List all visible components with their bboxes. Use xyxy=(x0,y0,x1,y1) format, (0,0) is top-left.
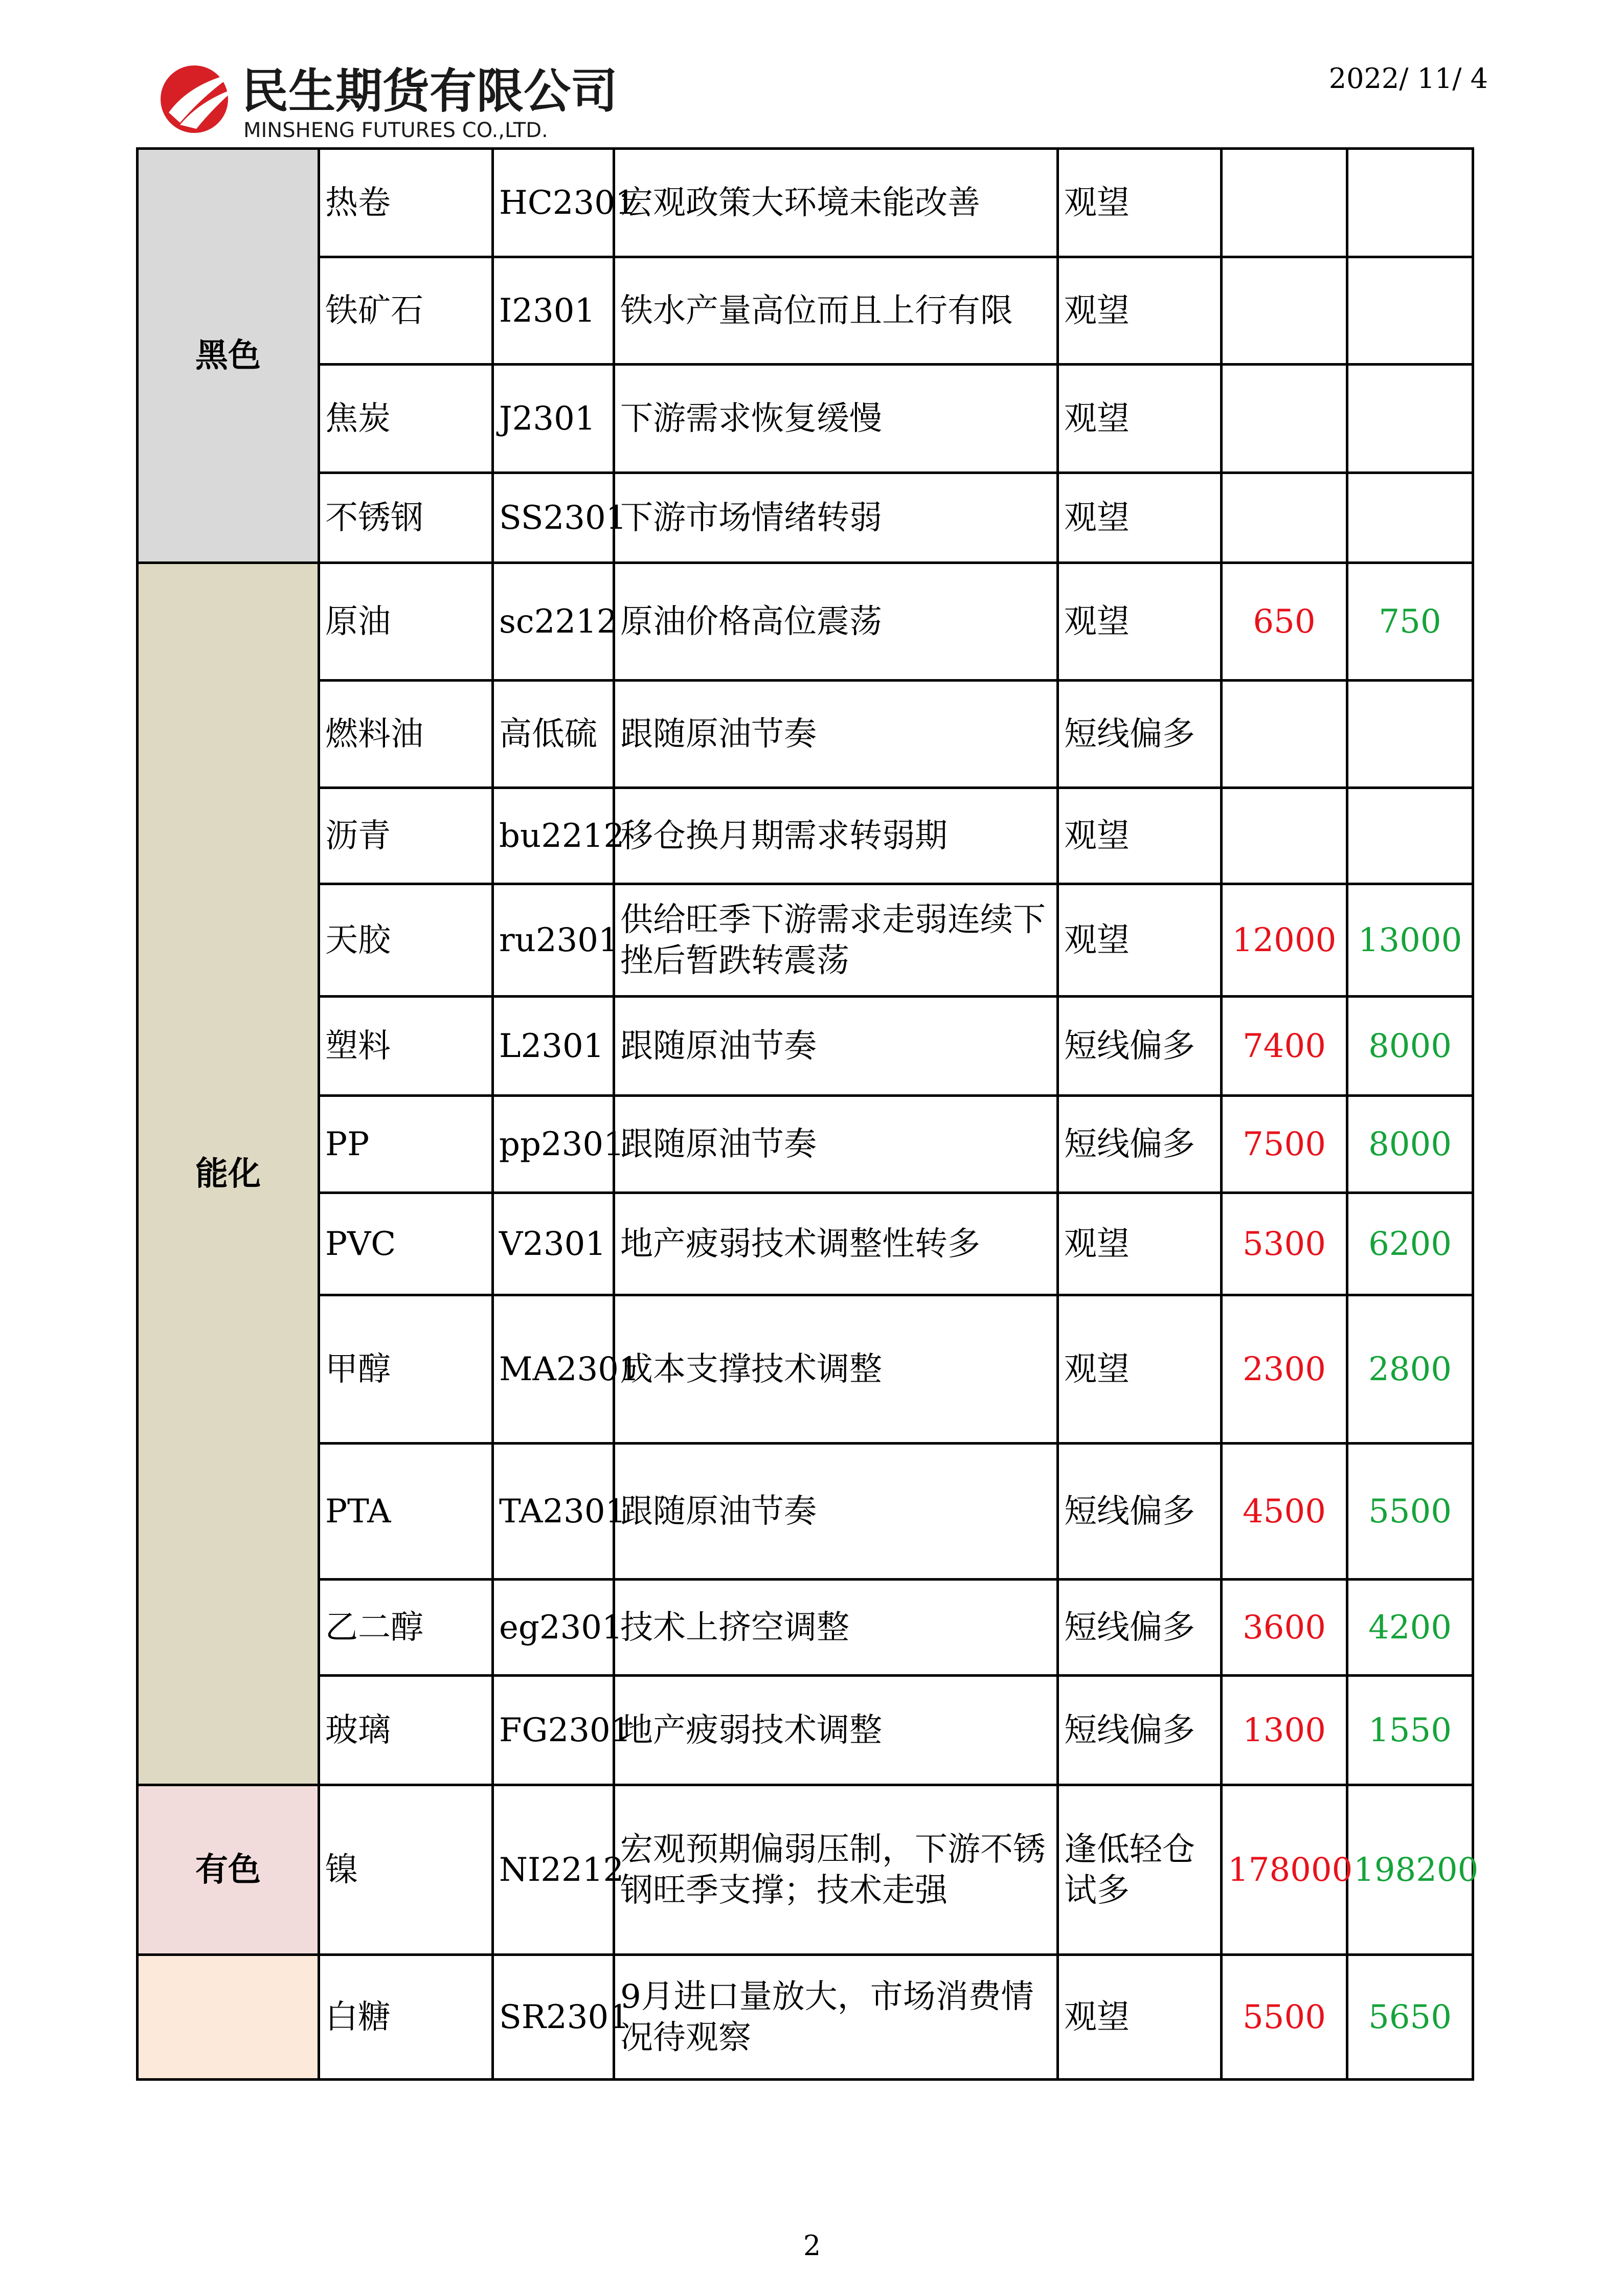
contract-code-cell: bu2212 xyxy=(493,788,614,884)
support-price-cell: 4500 xyxy=(1222,1444,1347,1580)
product-name-cell: 铁矿石 xyxy=(319,257,493,365)
product-name-cell: 镍 xyxy=(319,1785,493,1955)
market-view-cell: 跟随原油节奏 xyxy=(614,1444,1058,1580)
resistance-price-cell: 5650 xyxy=(1347,1955,1473,2080)
sector-cell xyxy=(138,1955,319,2080)
resistance-price-cell: 5500 xyxy=(1347,1444,1473,1580)
resistance-price-cell xyxy=(1347,149,1473,257)
minsheng-logo-icon xyxy=(160,57,650,149)
support-price-cell xyxy=(1222,788,1347,884)
strategy-cell: 观望 xyxy=(1058,788,1222,884)
table-row xyxy=(138,149,1473,257)
resistance-price-cell: 8000 xyxy=(1347,997,1473,1096)
support-price-cell xyxy=(1222,473,1347,563)
resistance-price-cell: 4200 xyxy=(1347,1580,1473,1676)
strategy-cell: 逢低轻仓试多 xyxy=(1058,1785,1222,1955)
market-view-cell: 宏观政策大环境未能改善 xyxy=(614,149,1058,257)
market-view-cell: 铁水产量高位而且上行有限 xyxy=(614,257,1058,365)
support-price-cell: 7400 xyxy=(1222,997,1347,1096)
market-view-cell: 跟随原油节奏 xyxy=(614,997,1058,1096)
strategy-cell: 观望 xyxy=(1058,257,1222,365)
contract-code-cell: FG2301 xyxy=(493,1676,614,1785)
resistance-price-cell: 2800 xyxy=(1347,1295,1473,1444)
company-logo xyxy=(160,57,650,149)
table-row xyxy=(138,1955,1473,2080)
resistance-price-cell: 198200 xyxy=(1347,1785,1473,1955)
table-row xyxy=(138,1580,1473,1676)
table-row xyxy=(138,681,1473,788)
strategy-cell: 短线偏多 xyxy=(1058,1096,1222,1193)
resistance-price-cell: 750 xyxy=(1347,563,1473,681)
product-name-cell: PP xyxy=(319,1096,493,1193)
support-price-cell: 178000 xyxy=(1222,1785,1347,1955)
product-name-cell: 燃料油 xyxy=(319,681,493,788)
strategy-cell: 短线偏多 xyxy=(1058,1676,1222,1785)
support-price-cell: 2300 xyxy=(1222,1295,1347,1444)
table-row xyxy=(138,563,1473,681)
support-price-cell: 3600 xyxy=(1222,1580,1347,1676)
table-row xyxy=(138,1096,1473,1193)
support-price-cell xyxy=(1222,681,1347,788)
resistance-price-cell xyxy=(1347,473,1473,563)
strategy-cell: 观望 xyxy=(1058,1295,1222,1444)
contract-code-cell: eg2301 xyxy=(493,1580,614,1676)
support-price-cell xyxy=(1222,365,1347,473)
market-view-cell: 移仓换月期需求转弱期 xyxy=(614,788,1058,884)
product-name-cell: 甲醇 xyxy=(319,1295,493,1444)
market-view-cell: 技术上挤空调整 xyxy=(614,1580,1058,1676)
table-row xyxy=(138,257,1473,365)
product-name-cell: 原油 xyxy=(319,563,493,681)
strategy-cell: 观望 xyxy=(1058,884,1222,997)
resistance-price-cell xyxy=(1347,365,1473,473)
market-view-cell: 下游需求恢复缓慢 xyxy=(614,365,1058,473)
contract-code-cell: I2301 xyxy=(493,257,614,365)
product-name-cell: 沥青 xyxy=(319,788,493,884)
market-view-cell: 9月进口量放大，市场消费情况待观察 xyxy=(614,1955,1058,2080)
table-row xyxy=(138,1785,1473,1955)
product-name-cell: 白糖 xyxy=(319,1955,493,2080)
table-row xyxy=(138,788,1473,884)
resistance-price-cell xyxy=(1347,257,1473,365)
product-name-cell: 塑料 xyxy=(319,997,493,1096)
strategy-cell: 观望 xyxy=(1058,1955,1222,2080)
contract-code-cell: V2301 xyxy=(493,1193,614,1295)
product-name-cell: 玻璃 xyxy=(319,1676,493,1785)
contract-code-cell: J2301 xyxy=(493,365,614,473)
contract-code-cell: HC2301 xyxy=(493,149,614,257)
strategy-cell: 观望 xyxy=(1058,365,1222,473)
product-name-cell: PTA xyxy=(319,1444,493,1580)
market-view-cell: 供给旺季下游需求走弱连续下挫后暂跌转震荡 xyxy=(614,884,1058,997)
contract-code-cell: TA2301 xyxy=(493,1444,614,1580)
market-view-cell: 原油价格高位震荡 xyxy=(614,563,1058,681)
support-price-cell: 1300 xyxy=(1222,1676,1347,1785)
contract-code-cell: NI2212 xyxy=(493,1785,614,1955)
market-view-cell: 成本支撑技术调整 xyxy=(614,1295,1058,1444)
market-view-cell: 跟随原油节奏 xyxy=(614,681,1058,788)
support-price-cell xyxy=(1222,149,1347,257)
company-name-en: MINSHENG FUTURES CO.,LTD. xyxy=(243,119,548,142)
sector-cell: 黑色 xyxy=(138,149,319,563)
market-view-cell: 地产疲弱技术调整性转多 xyxy=(614,1193,1058,1295)
report-date: 2022/ 11/ 4 xyxy=(1328,62,1488,95)
contract-code-cell: ru2301 xyxy=(493,884,614,997)
company-name-cn: 民生期货有限公司 xyxy=(241,64,618,119)
market-view-cell: 宏观预期偏弱压制，下游不锈钢旺季支撑；技术走强 xyxy=(614,1785,1058,1955)
sector-cell: 能化 xyxy=(138,563,319,1785)
product-name-cell: 焦炭 xyxy=(319,365,493,473)
resistance-price-cell xyxy=(1347,681,1473,788)
market-view-cell: 地产疲弱技术调整 xyxy=(614,1676,1058,1785)
table-row xyxy=(138,997,1473,1096)
strategy-cell: 短线偏多 xyxy=(1058,681,1222,788)
table-row xyxy=(138,1444,1473,1580)
contract-code-cell: SR2301 xyxy=(493,1955,614,2080)
product-name-cell: 天胶 xyxy=(319,884,493,997)
product-name-cell: 不锈钢 xyxy=(319,473,493,563)
strategy-cell: 观望 xyxy=(1058,1193,1222,1295)
resistance-price-cell xyxy=(1347,788,1473,884)
page-number: 2 xyxy=(803,2230,821,2262)
market-view-cell: 下游市场情绪转弱 xyxy=(614,473,1058,563)
strategy-cell: 观望 xyxy=(1058,473,1222,563)
contract-code-cell: sc2212 xyxy=(493,563,614,681)
resistance-price-cell: 1550 xyxy=(1347,1676,1473,1785)
resistance-price-cell: 13000 xyxy=(1347,884,1473,997)
support-price-cell: 650 xyxy=(1222,563,1347,681)
product-name-cell: 乙二醇 xyxy=(319,1580,493,1676)
support-price-cell: 5500 xyxy=(1222,1955,1347,2080)
table-row xyxy=(138,884,1473,997)
market-view-cell: 跟随原油节奏 xyxy=(614,1096,1058,1193)
strategy-cell: 短线偏多 xyxy=(1058,1580,1222,1676)
support-price-cell: 12000 xyxy=(1222,884,1347,997)
contract-code-cell: 高低硫 xyxy=(493,681,614,788)
resistance-price-cell: 8000 xyxy=(1347,1096,1473,1193)
sector-cell: 有色 xyxy=(138,1785,319,1955)
contract-code-cell: pp2301 xyxy=(493,1096,614,1193)
table-row xyxy=(138,365,1473,473)
contract-code-cell: MA2301 xyxy=(493,1295,614,1444)
strategy-cell: 观望 xyxy=(1058,149,1222,257)
table-row xyxy=(138,473,1473,563)
product-name-cell: 热卷 xyxy=(319,149,493,257)
resistance-price-cell: 6200 xyxy=(1347,1193,1473,1295)
table-row xyxy=(138,1193,1473,1295)
strategy-cell: 观望 xyxy=(1058,563,1222,681)
strategy-table xyxy=(136,147,1479,2081)
contract-code-cell: L2301 xyxy=(493,997,614,1096)
contract-code-cell: SS2301 xyxy=(493,473,614,563)
table-row xyxy=(138,1295,1473,1444)
table-row xyxy=(138,1676,1473,1785)
support-price-cell: 5300 xyxy=(1222,1193,1347,1295)
product-name-cell: PVC xyxy=(319,1193,493,1295)
strategy-cell: 短线偏多 xyxy=(1058,1444,1222,1580)
strategy-cell: 短线偏多 xyxy=(1058,997,1222,1096)
support-price-cell xyxy=(1222,257,1347,365)
support-price-cell: 7500 xyxy=(1222,1096,1347,1193)
